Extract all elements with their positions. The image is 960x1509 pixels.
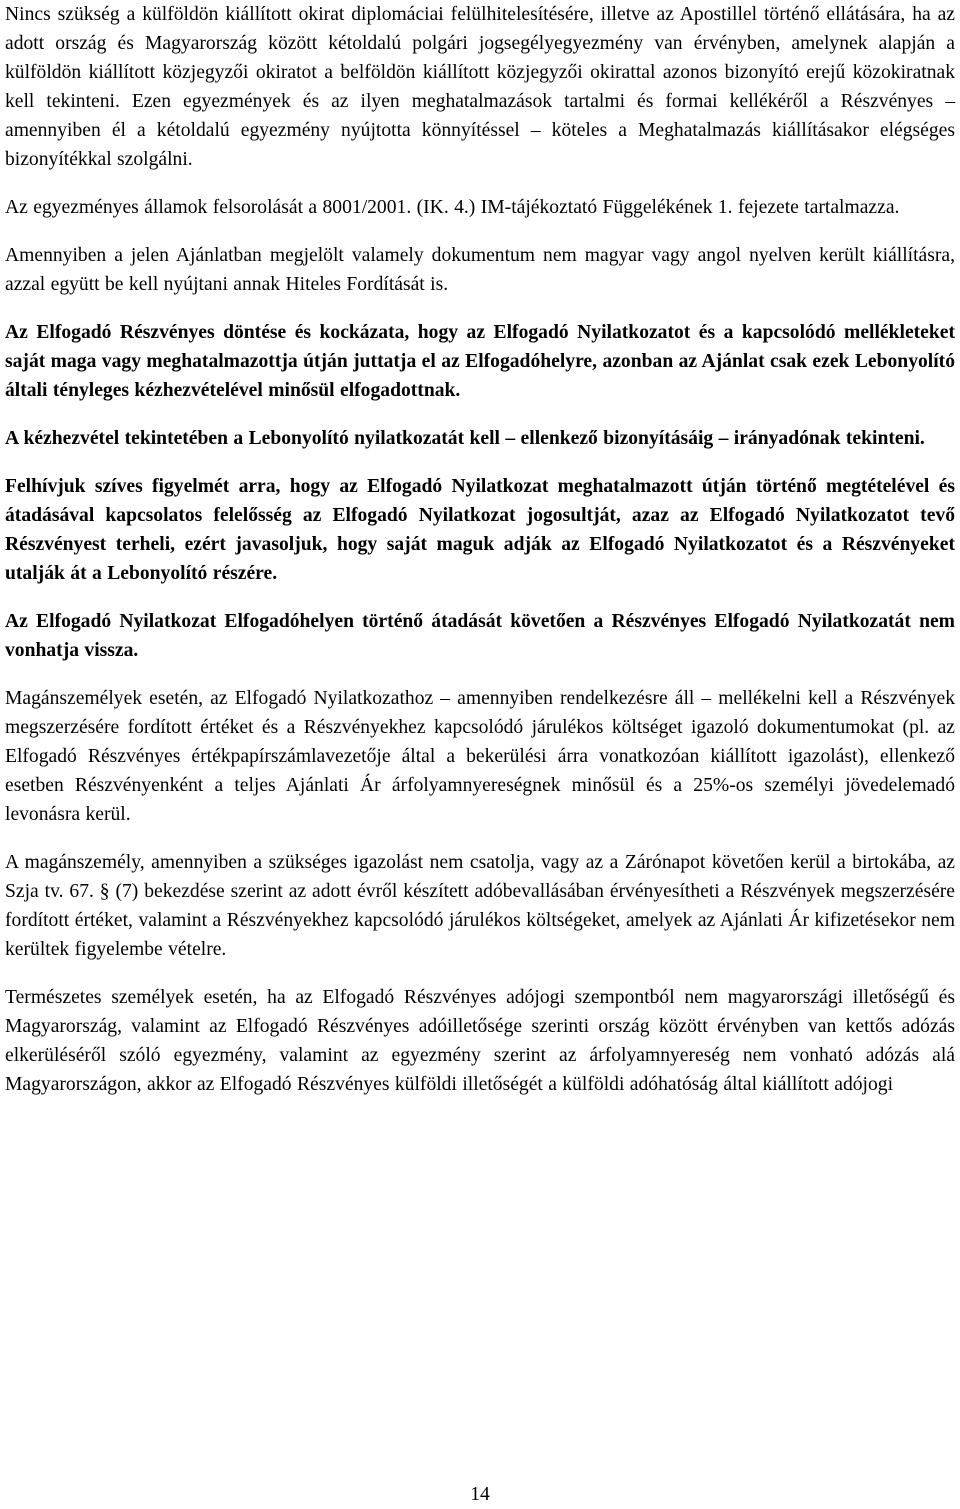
document-page <box>5 0 955 1118</box>
paragraph-receipt-proof: A kézhezvétel tekintetében a Lebonyolító nyilatkozatát kell – ellenkező bizonyításáig – irányadónak tekinteni. <box>5 428 925 449</box>
paragraph-proxy-responsibility: Felhívjuk szíves figyelmét arra, hogy az Elfogadó Nyilatkozat meghatalmazott útján történő megtételével és átadásával kapcsolatos felelősség az Elfogadó Nyilatkozat jogosultját, azaz az Elfogadó Nyilatkozatot tevő Részvényest terheli, ezért javasoljuk, hogy saját maguk adják az Elfogadó Nyilatkozatot és a Részvényeket utalják át a Lebonyolító részére. <box>5 476 955 584</box>
paragraph-private-individuals-costs: Magánszemélyek esetén, az Elfogadó Nyilatkozathoz – amennyiben rendelkezésre áll – mellékelni kell a Részvények megszerzésére fordított értéket és a Részvényekhez kapcsolódó járulékos költséget igazoló dokumentumokat (pl. az Elfogadó Részvényes értékpapírszámlavezetője által a bekerülési árra vonatkozóan kiállított igazolást), ellenkező esetben Részvényenként a teljes Ajánlati Ár árfolyamnyereségnek minősül és a 25%-os személyi jövedelemadó levonásra kerül. <box>5 688 955 825</box>
paragraph-notarial-documents: Nincs szükség a külföldön kiállított okirat diplomáciai felülhitelesítésére, illetve az Apostillel történő ellátására, ha az adott ország és Magyarország között kétoldalú polgári jogsegélyegyezmény van érvényben, amelynek alapján a külföldön kiállított közjegyzői okiratot a belföldön kiállított közjegyzői okirattal azonos bizonyító erejű közokiratnak kell tekinteni. Ezen egyezmények és az ilyen meghatalmazások tartalmi és formai kellékéről a Részvényes – amennyiben él a kétoldalú egyezmény nyújtotta könnyítéssel – köteles a Meghatalmazás kiállításakor elégséges bizonyítékkal szolgálni. <box>5 4 955 170</box>
paragraph-certified-translation: Amennyiben a jelen Ajánlatban megjelölt valamely dokumentum nem magyar vagy angol nyelven került kiállításra, azzal együtt be kell nyújtani annak Hiteles Fordítását is. <box>5 245 955 295</box>
paragraph-tax-return: A magánszemély, amennyiben a szükséges igazolást nem csatolja, vagy az a Zárónapot követően kerül a birtokába, az Szja tv. 67. § (7) bekezdése szerint az adott évről készített adóbevallásában érvényesítheti a Részvények megszerzésére fordított értéket, valamint a Részvényekhez kapcsolódó járulékos költségeket, amelyek az Ajánlati Ár kifizetésekor nem kerültek figyelembe vételre. <box>5 852 955 960</box>
paragraph-delivery-risk: Az Elfogadó Részvényes döntése és kockázata, hogy az Elfogadó Nyilatkozatot és a kapcsolódó mellékleteket saját maga vagy meghatalmazottja útján juttatja el az Elfogadóhelyre, azonban az Ajánlat csak ezek Lebonyolító általi tényleges kézhezvételével minősül elfogadottnak. <box>5 322 955 401</box>
paragraph-irrevocability: Az Elfogadó Nyilatkozat Elfogadóhelyen történő átadását követően a Részvényes Elfogadó Nyilatkozatát nem vonhatja vissza. <box>5 611 955 661</box>
paragraph-convention-states: Az egyezményes államok felsorolását a 8001/2001. (IK. 4.) IM-tájékoztató Függelékének 1. fejezete tartalmazza. <box>5 197 900 218</box>
paragraph-foreign-residency: Természetes személyek esetén, ha az Elfogadó Részvényes adójogi szempontból nem magyarországi illetőségű és Magyarország, valamint az Elfogadó Részvényes adóilletősége szerinti ország között érvényben van kettős adózás elkerüléséről szóló egyezmény, valamint az egyezmény szerint az árfolyamnyereség nem vonható adózás alá Magyarországon, akkor az Elfogadó Részvényes külföldi illetőségét a külföldi adóhatóság által kiállított adójogi <box>5 987 955 1095</box>
page-number: 14 <box>470 1484 490 1505</box>
